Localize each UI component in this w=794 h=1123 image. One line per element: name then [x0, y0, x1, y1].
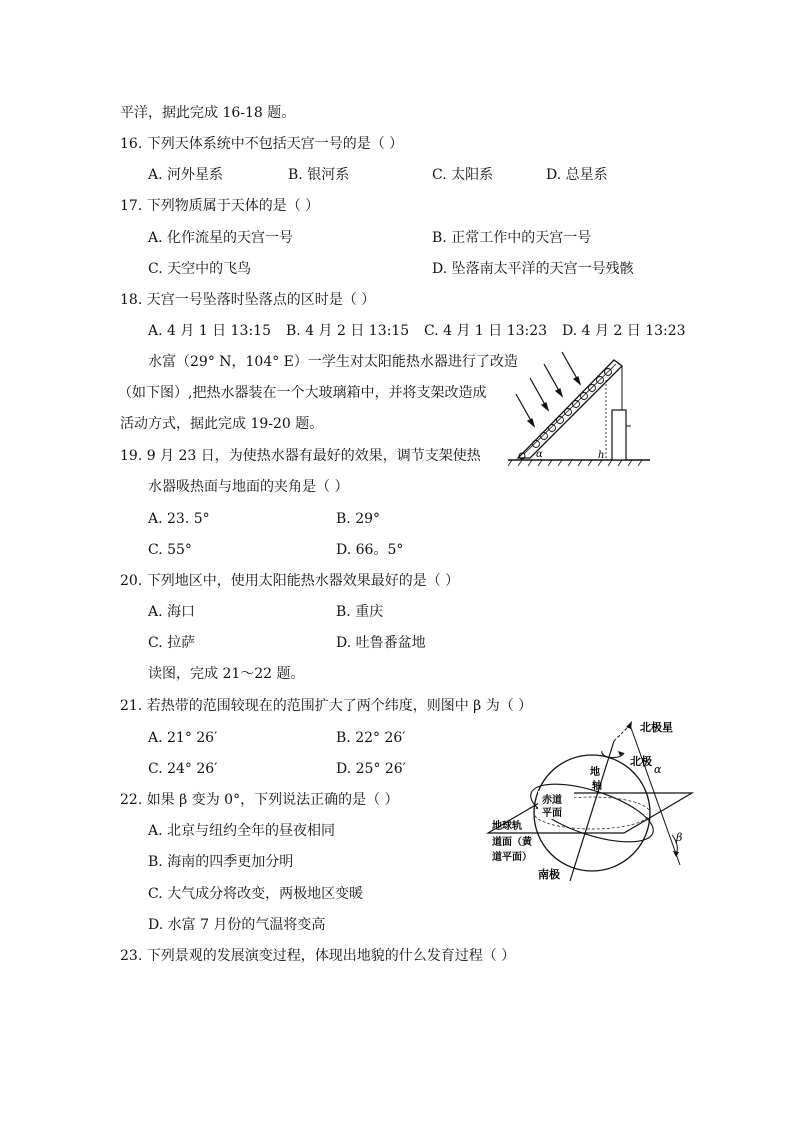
beta-label: β	[676, 831, 683, 844]
q21-option-a: A. 21° 26′	[148, 730, 218, 746]
question-16: 16. 下列天体系统中不包括天宫一号的是（ ）	[120, 136, 404, 152]
alpha-label: α	[654, 763, 662, 776]
q20-option-c: C. 拉萨	[148, 635, 196, 651]
q22-option-a: A. 北京与纽约全年的昼夜相同	[148, 823, 336, 839]
q20-option-b: B. 重庆	[336, 604, 384, 620]
question-17: 17. 下列物质属于天体的是（ ）	[120, 198, 320, 214]
q17-option-c: C. 天空中的飞鸟	[148, 261, 252, 277]
q18-option-d: D. 4 月 2 日 13:23	[562, 323, 686, 339]
q17-option-d: D. 坠落南太平洋的天宫一号残骸	[432, 261, 634, 277]
earth-tilt-figure	[480, 715, 700, 885]
question-22: 22. 如果 β 变为 0°，下列说法正确的是（ ）	[120, 792, 399, 808]
north-pole-label: 北极	[630, 755, 652, 768]
q21-option-b: B. 22° 26′	[336, 730, 406, 746]
context-21: 读图，完成 21～22 题。	[148, 666, 305, 682]
question-18: 18. 天宫一号坠落时坠落点的区时是（ ）	[120, 292, 376, 308]
q17-option-a: A. 化作流星的天宫一号	[148, 230, 294, 246]
orbit-label-1: 地球轨	[492, 821, 522, 832]
q16-option-c: C. 太阳系	[432, 167, 494, 183]
angle-alpha-label: α	[536, 449, 543, 460]
question-21: 21. 若热带的范围较现在的范围扩大了两个纬度，则图中 β 为（ ）	[120, 698, 533, 714]
question-19-line-1: 19. 9 月 23 日，为使热水器有最好的效果，调节支架使热	[120, 448, 481, 464]
orbit-label-3: 道平面）	[492, 852, 532, 863]
polaris-label: 北极星	[640, 721, 673, 734]
orbit-label-2: 道面（黄	[492, 837, 532, 848]
axis-label-1: 地	[590, 767, 600, 778]
q21-option-c: C. 24° 26′	[148, 761, 218, 777]
q18-option-c: C. 4 月 1 日 13:23	[424, 323, 548, 339]
q19-option-d: D. 66。5°	[336, 542, 404, 558]
equator-label-2: 平面	[542, 808, 562, 819]
south-pole-label: 南极	[538, 868, 560, 881]
axis-label-2: 轴	[592, 781, 602, 792]
context-19-line-3: 活动方式，据此完成 19-20 题。	[120, 416, 324, 432]
q16-option-d: D. 总星系	[546, 167, 608, 183]
q16-option-a: A. 河外星系	[148, 167, 224, 183]
intro-tail: 平洋，据此完成 16-18 题。	[120, 105, 296, 121]
q18-option-b: B. 4 月 2 日 13:15	[286, 323, 410, 339]
q19-option-c: C. 55°	[148, 542, 192, 558]
q19-option-b: B. 29°	[336, 511, 381, 527]
q21-option-d: D. 25° 26′	[336, 761, 406, 777]
q22-option-c: C. 大气成分将改变，两极地区变暖	[148, 886, 364, 902]
q22-option-d: D. 水富 7 月份的气温将变高	[148, 917, 326, 933]
q18-option-a: A. 4 月 1 日 13:15	[148, 323, 271, 339]
solar-heater-figure	[500, 350, 670, 470]
context-19-line-2: （如下图）,把热水器装在一个大玻璃箱中，并将支架改造成	[118, 385, 487, 401]
question-23: 23. 下列景观的发展演变过程，体现出地貌的什么发育过程（ ）	[120, 948, 516, 964]
q17-option-b: B. 正常工作中的天宫一号	[432, 230, 592, 246]
q22-option-b: B. 海南的四季更加分明	[148, 854, 294, 870]
question-19-line-2: 水器吸热面与地面的夹角是（ ）	[148, 479, 349, 495]
context-19-line-1: 水富（29° N，104° E）一学生对太阳能热水器进行了改造	[148, 354, 518, 370]
q16-option-b: B. 银河系	[288, 167, 350, 183]
question-20: 20. 下列地区中，使用太阳能热水器效果最好的是（ ）	[120, 573, 460, 589]
height-h-label: h	[598, 450, 605, 461]
equator-label-1: 赤道	[542, 795, 562, 806]
q20-option-d: D. 吐鲁番盆地	[336, 635, 426, 651]
q20-option-a: A. 海口	[148, 604, 196, 620]
q19-option-a: A. 23. 5°	[148, 511, 210, 527]
